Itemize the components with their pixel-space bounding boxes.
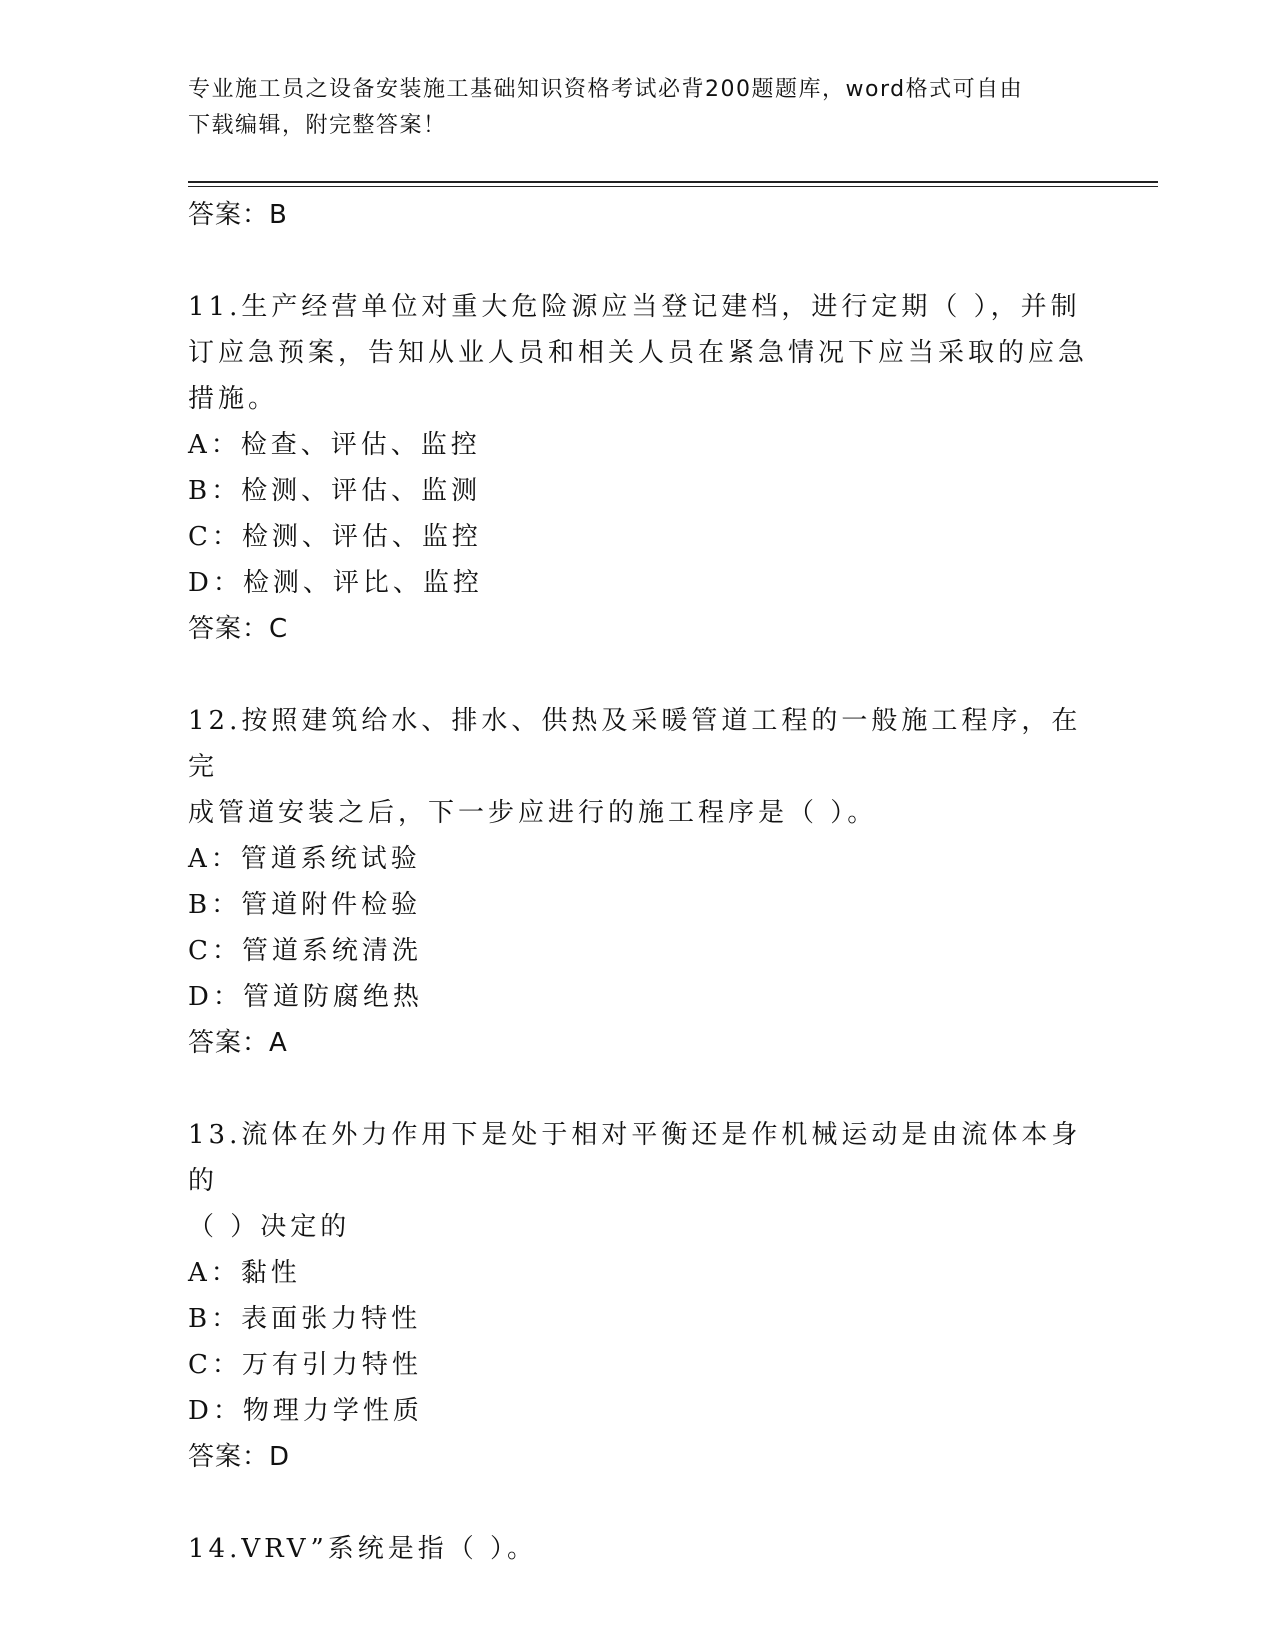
answer-12: 答案：A [188,1028,288,1058]
header-divider-thin [188,186,1158,187]
answer-11: 答案：C [188,614,289,644]
option-a: A：管道系统试验 [188,844,421,874]
option-b: B：表面张力特性 [188,1304,422,1334]
option-d: D：管道防腐绝热 [188,982,423,1012]
option-b: B：管道附件检验 [188,890,422,920]
option-d: D：检测、评比、监控 [188,568,483,598]
header-divider-thick [188,181,1158,183]
document-body [188,190,1088,1572]
question-text-line: （ ）决定的 [188,1212,351,1242]
question-12 [188,698,1088,1066]
option-c: C：万有引力特性 [188,1350,422,1380]
header-line-2: 下载编辑，附完整答案！ [188,113,447,138]
question-text-line: 11.生产经营单位对重大危险源应当登记建档，进行定期（ ），并制 [188,292,1081,322]
option-c: C：检测、评估、监控 [188,522,482,552]
option-a: A：黏性 [188,1258,301,1288]
header-line-1: 专业施工员之设备安装施工基础知识资格考试必背200题题库，word格式可自由 [188,77,1024,102]
option-a: A：检查、评估、监控 [188,430,481,460]
option-b: B：检测、评估、监测 [188,476,482,506]
option-c: C：管道系统清洗 [188,936,422,966]
answer-previous: 答案：B [188,200,288,230]
question-text-line: 14.VRV”系统是指（ ）。 [188,1534,538,1564]
question-text-line: 13.流体在外力作用下是处于相对平衡还是作机械运动是由流体本身的 [188,1120,1082,1196]
question-text-line: 订应急预案，告知从业人员和相关人员在紧急情况下应当采取的应急 [188,338,1089,368]
question-text-line: 12.按照建筑给水、排水、供热及采暖管道工程的一般施工程序，在完 [188,706,1082,782]
question-13 [188,1112,1088,1480]
question-14 [188,1526,1088,1572]
document-header [188,72,1088,144]
question-text-line: 措施。 [188,384,279,414]
answer-13: 答案：D [188,1442,291,1472]
question-text-line: 成管道安装之后，下一步应进行的施工程序是（ ）。 [188,798,878,828]
question-11 [188,284,1088,652]
option-d: D：物理力学性质 [188,1396,423,1426]
